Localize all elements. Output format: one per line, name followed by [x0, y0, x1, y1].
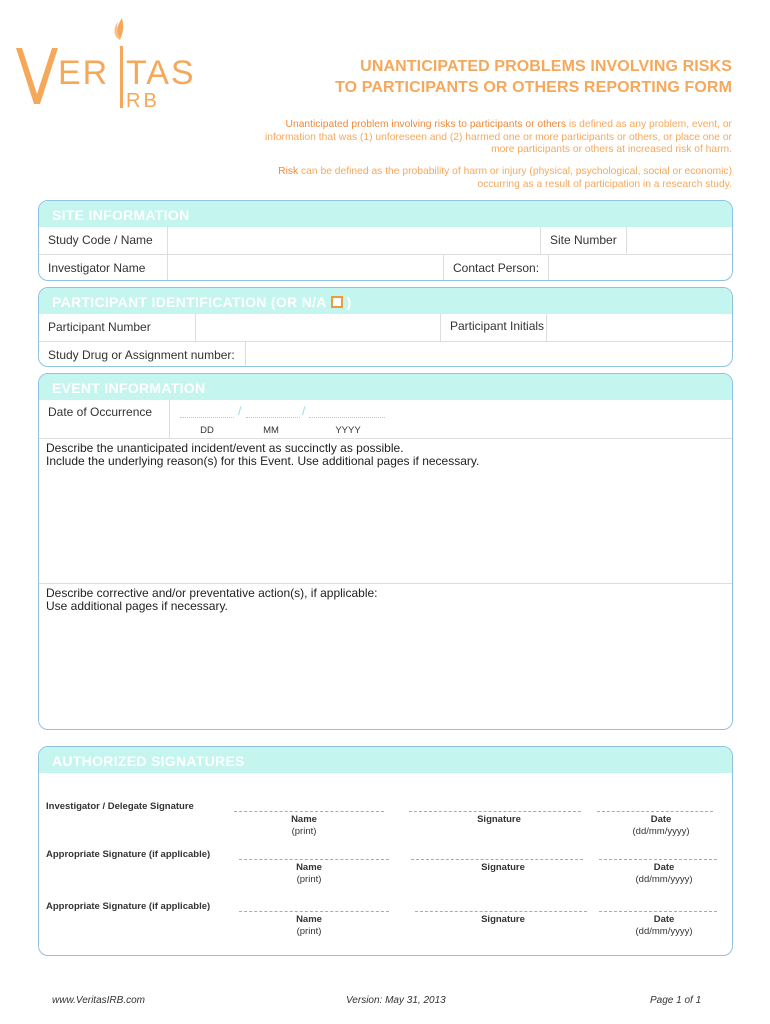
- date-mm-caption: MM: [263, 425, 279, 436]
- participant-initials-field[interactable]: [546, 314, 733, 341]
- date-dd-field[interactable]: [180, 404, 234, 418]
- intro-term-unanticipated: Unanticipated problem involving risks to participants or others: [285, 119, 566, 130]
- date-caption: Date (dd/mm/yyyy): [635, 914, 693, 937]
- participant-number-label: Participant Number: [48, 320, 151, 334]
- site-row-1: [39, 227, 732, 254]
- signature-caption: Signature: [481, 862, 525, 873]
- site-information-heading: SITE INFORMATION: [39, 201, 732, 227]
- date-line[interactable]: [597, 811, 713, 812]
- participant-heading-text: PARTICIPANT IDENTIFICATION (OR N/A: [52, 294, 327, 310]
- participant-row-2: [39, 341, 732, 367]
- form-title: [250, 56, 732, 98]
- date-dd-caption: DD: [200, 425, 214, 436]
- signature-row-title: Appropriate Signature (if applicable): [46, 849, 211, 860]
- signature-line[interactable]: [411, 859, 583, 860]
- signature-row-3: [39, 901, 733, 951]
- date-of-occurrence-label: Date of Occurrence: [48, 405, 153, 419]
- contact-person-field[interactable]: [548, 255, 733, 281]
- study-code-label: Study Code / Name: [48, 233, 153, 247]
- intro-paragraph-1: [196, 119, 732, 157]
- date-separator-1: /: [238, 404, 242, 418]
- name-caption: Name (print): [296, 862, 322, 885]
- form-title-line2: TO PARTICIPANTS OR OTHERS REPORTING FORM: [335, 79, 732, 96]
- logo-graphic: [14, 14, 214, 114]
- name-line[interactable]: [239, 911, 389, 912]
- name-line[interactable]: [239, 859, 389, 860]
- na-checkbox[interactable]: [331, 296, 343, 308]
- name-line[interactable]: [234, 811, 384, 812]
- investigator-name-label: Investigator Name: [48, 261, 146, 275]
- study-code-field[interactable]: [167, 227, 580, 254]
- date-caption: Date (dd/mm/yyyy): [632, 814, 690, 837]
- site-information-section: [38, 200, 733, 281]
- participant-identification-section: [38, 287, 733, 367]
- event-description-line2: Include the underlying reason(s) for this Event. Use additional pages if necessary.: [46, 454, 480, 468]
- site-number-field[interactable]: [626, 227, 733, 254]
- date-separator-2: /: [302, 404, 306, 418]
- event-information-heading: EVENT INFORMATION: [39, 374, 732, 400]
- corrective-action-line1: Describe corrective and/or preventative action(s), if applicable:: [46, 586, 378, 600]
- footer-page-number: Page 1 of 1: [650, 995, 702, 1006]
- name-caption: Name (print): [291, 814, 317, 837]
- logo-text-er: ER: [58, 54, 110, 92]
- svg-text:RB: RB: [126, 90, 160, 112]
- intro1-line3: more participants or others at increased risk of harm.: [491, 144, 732, 155]
- study-drug-label: Study Drug or Assignment number:: [48, 348, 235, 362]
- footer-website: www.VeritasIRB.com: [52, 995, 145, 1006]
- event-description-area[interactable]: [39, 438, 732, 583]
- signature-caption: Signature: [477, 814, 521, 825]
- intro2-line1: can be defined as the probability of harm or injury (physical, psychological, social or economic): [298, 166, 732, 177]
- site-number-label: Site Number: [540, 227, 630, 254]
- participant-number-field[interactable]: [195, 314, 440, 341]
- event-description-line1: Describe the unanticipated incident/event as succinctly as possible.: [46, 441, 404, 455]
- study-drug-field[interactable]: [245, 342, 733, 367]
- participant-initials-label: Participant Initials: [440, 314, 548, 341]
- investigator-name-field[interactable]: [167, 255, 443, 281]
- name-caption: Name (print): [296, 914, 322, 937]
- corrective-action-line2: Use additional pages if necessary.: [46, 599, 228, 613]
- signature-row-title: Appropriate Signature (if applicable): [46, 901, 211, 912]
- corrective-action-area[interactable]: [39, 583, 732, 730]
- site-row-2: [39, 254, 732, 281]
- participant-identification-heading: [39, 288, 732, 314]
- authorized-signatures-section: [38, 746, 733, 956]
- contact-person-label: Contact Person:: [443, 255, 548, 281]
- date-line[interactable]: [599, 859, 717, 860]
- date-yyyy-field[interactable]: [309, 404, 385, 418]
- signature-row-title: Investigator / Delegate Signature: [46, 801, 194, 812]
- date-caption: Date (dd/mm/yyyy): [635, 862, 693, 885]
- intro-paragraph-2: [196, 166, 732, 191]
- intro1-line1: is defined as any problem, event, or: [566, 119, 732, 130]
- signature-line[interactable]: [409, 811, 581, 812]
- signature-row-2: [39, 849, 733, 899]
- date-line[interactable]: [599, 911, 717, 912]
- participant-row-1: [39, 314, 732, 341]
- veritas-irb-logo: [14, 14, 214, 114]
- date-of-occurrence-row: [39, 400, 732, 438]
- event-information-section: [38, 373, 733, 730]
- date-mm-field[interactable]: [246, 404, 300, 418]
- intro2-line2: occurring as a result of participation in a research study.: [477, 178, 732, 190]
- intro1-line2: information that was (1) unforeseen and (2) harmed one or more participants or others, or place one or: [264, 131, 732, 143]
- participant-heading-close: ): [346, 294, 352, 310]
- date-yyyy-caption: YYYY: [335, 425, 361, 436]
- signature-row-1: [39, 801, 733, 851]
- form-title-line1: UNANTICIPATED PROBLEMS INVOLVING RISKS: [360, 58, 732, 75]
- footer-version: Version: May 31, 2013: [346, 995, 446, 1006]
- signature-caption: Signature: [481, 914, 525, 925]
- intro-term-risk: Risk: [278, 166, 299, 177]
- authorized-signatures-heading: AUTHORIZED SIGNATURES: [39, 747, 732, 773]
- svg-text:TAS: TAS: [126, 54, 196, 92]
- signature-line[interactable]: [415, 911, 587, 912]
